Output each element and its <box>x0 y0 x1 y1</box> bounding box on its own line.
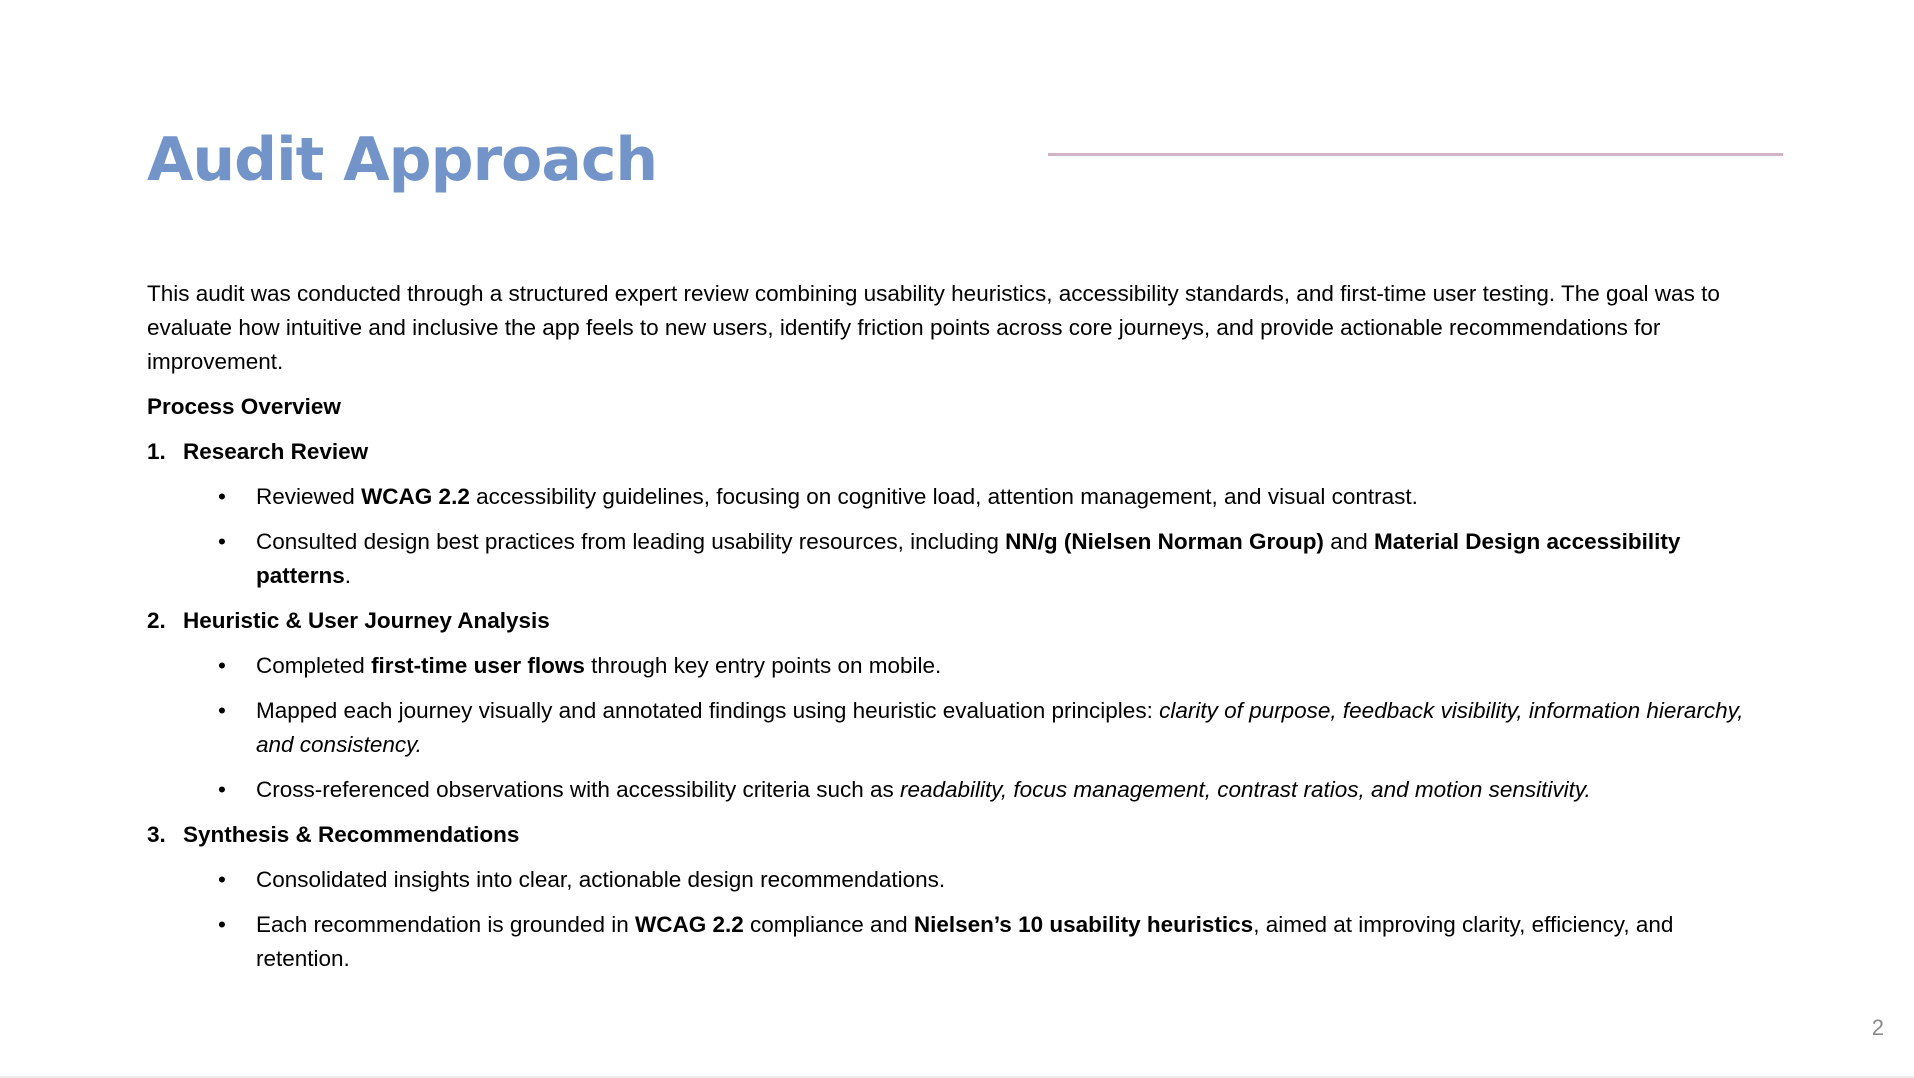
italic-text-run: clarity of purpose, feedback visibility, information hierarchy, and consistency. <box>256 698 1744 757</box>
step-bullet-list <box>147 649 1747 807</box>
text-run: through key entry points on mobile. <box>584 653 942 678</box>
step-bullet-list <box>147 863 1747 976</box>
bullet-icon: • <box>218 529 226 554</box>
list-item <box>147 908 1747 976</box>
list-item <box>147 773 1747 807</box>
bullet-text <box>256 694 1747 762</box>
bold-text-run: Material Design accessibility patterns <box>256 529 1681 588</box>
step-number: 2. <box>147 608 166 633</box>
bullet-icon: • <box>218 653 226 678</box>
step-number: 3. <box>147 822 166 847</box>
list-item <box>147 480 1747 514</box>
slide-body <box>147 277 1747 987</box>
text-run: . <box>344 563 352 588</box>
bold-text-run: WCAG 2.2 <box>634 912 744 937</box>
italic-text-run: readability, focus management, contrast ratios, and motion sensitivity. <box>900 777 1591 802</box>
step-heading <box>147 818 1747 852</box>
bullet-text <box>256 525 1747 593</box>
text-run: compliance and <box>743 912 914 937</box>
text-run: Cross-referenced observations with accessibility criteria such as <box>256 777 900 802</box>
text-run: Reviewed <box>256 484 362 509</box>
page-number: 2 <box>1871 1015 1884 1040</box>
intro-paragraph: This audit was conducted through a structured expert review combining usability heuristics, accessibility standards, and first-time user testing. The goal was to evaluate how intuitive and inclusive the app feels to new users, identify friction points across core journeys, and provide actionable recommendations for improvement. <box>147 281 1720 374</box>
list-item <box>147 649 1747 683</box>
text-run: Completed <box>256 653 372 678</box>
text-run: Consolidated insights into clear, actionable design recommendations. <box>256 867 946 892</box>
slide-title: Audit Approach <box>147 125 658 195</box>
text-run: Mapped each journey visually and annotated findings using heuristic evaluation principles: <box>256 698 1160 723</box>
text-run: Consulted design best practices from leading usability resources, including <box>256 529 1006 554</box>
bullet-text <box>256 908 1747 976</box>
text-run: accessibility guidelines, focusing on cognitive load, attention management, and visual contrast. <box>469 484 1418 509</box>
bold-text-run: WCAG 2.2 <box>361 484 470 509</box>
step-title: Heuristic & User Journey Analysis <box>183 608 550 633</box>
bullet-icon: • <box>218 484 226 509</box>
list-item <box>147 863 1747 897</box>
title-divider-line <box>1048 153 1783 156</box>
bullet-text <box>256 863 1747 897</box>
process-overview-heading: Process Overview <box>147 394 341 419</box>
list-item <box>147 525 1747 593</box>
text-run: and <box>1323 529 1374 554</box>
bold-text-run: Nielsen’s 10 usability heuristics <box>913 912 1254 937</box>
text-run: , aimed at improving clarity, efficiency, and retention. <box>256 912 1674 971</box>
step-title: Research Review <box>183 439 369 464</box>
bold-text-run: NN/g (Nielsen Norman Group) <box>1005 529 1324 554</box>
bold-text-run: first-time user flows <box>371 653 585 678</box>
step-title: Synthesis & Recommendations <box>183 822 520 847</box>
list-item <box>147 694 1747 762</box>
bullet-icon: • <box>218 777 226 802</box>
bullet-icon: • <box>218 867 226 892</box>
step-heading <box>147 435 1747 469</box>
process-steps-list <box>147 435 1747 976</box>
bullet-text <box>256 649 1747 683</box>
step-number: 1. <box>147 439 166 464</box>
bullet-icon: • <box>218 912 226 937</box>
bullet-text <box>256 480 1747 514</box>
bullet-text <box>256 773 1747 807</box>
step-bullet-list <box>147 480 1747 593</box>
step-heading <box>147 604 1747 638</box>
bullet-icon: • <box>218 698 226 723</box>
text-run: Each recommendation is grounded in <box>256 912 635 937</box>
